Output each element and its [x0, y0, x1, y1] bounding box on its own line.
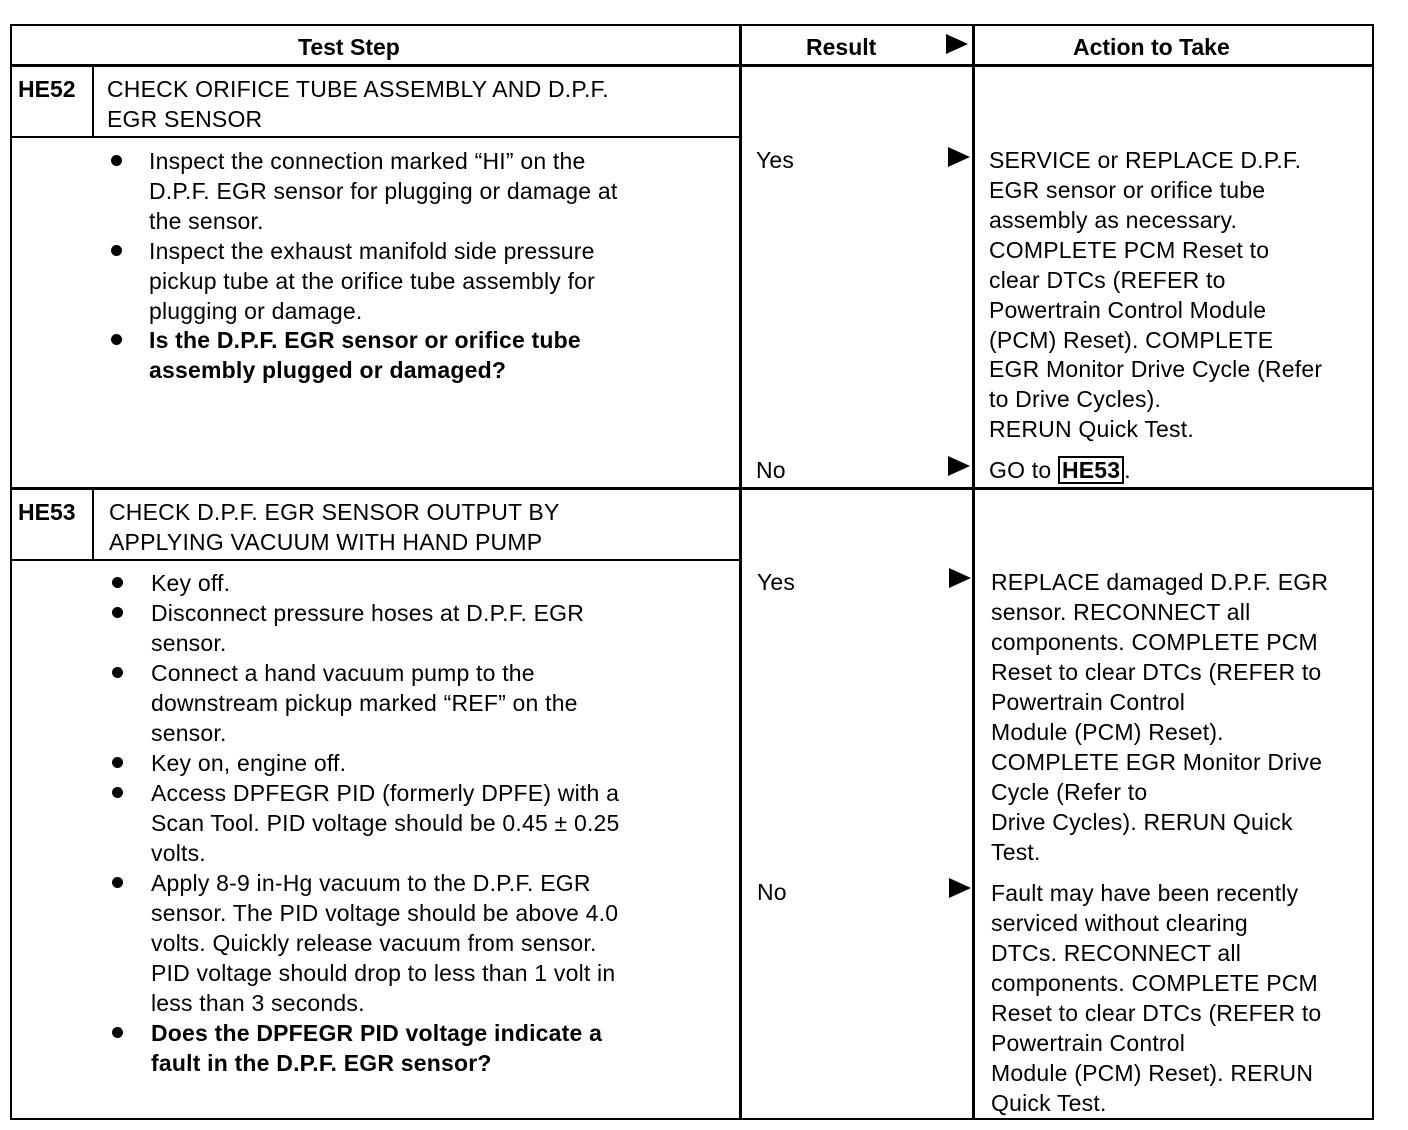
- step-line: Disconnect pressure hoses at D.P.F. EGR: [151, 600, 585, 626]
- step-line: Inspect the connection marked “HI” on the: [149, 148, 586, 174]
- bullet-icon: [112, 1027, 123, 1038]
- step-title-line: EGR SENSOR: [107, 106, 263, 132]
- bullet-icon: [112, 877, 123, 888]
- step-title-rule: [10, 136, 740, 138]
- step-id-divider: [92, 66, 94, 138]
- action-line: clear DTCs (REFER to: [989, 267, 1226, 293]
- action-line: COMPLETE EGR Monitor Drive: [991, 749, 1323, 775]
- action-line: EGR Monitor Drive Cycle (Refer: [989, 356, 1323, 382]
- action-line: RERUN Quick Test.: [989, 416, 1194, 442]
- step-line: Connect a hand vacuum pump to the: [151, 660, 535, 686]
- step-line: Scan Tool. PID voltage should be 0.45 ± 0.25: [151, 810, 620, 836]
- bullet-icon: [111, 245, 122, 256]
- action-line: Reset to clear DTCs (REFER to: [991, 1000, 1322, 1026]
- step-line: sensor.: [151, 630, 227, 656]
- action-line: DTCs. RECONNECT all: [991, 940, 1242, 966]
- step-question-line: fault in the D.P.F. EGR sensor?: [151, 1050, 492, 1076]
- action-line: Powertrain Control Module: [989, 297, 1267, 323]
- header-test-step: Test Step: [298, 34, 400, 60]
- header-action: Action to Take: [1073, 34, 1230, 60]
- action-line: Cycle (Refer to: [991, 779, 1148, 805]
- step-line: D.P.F. EGR sensor for plugging or damage at: [149, 178, 618, 204]
- step-line: sensor. The PID voltage should be above 4.0: [151, 900, 619, 926]
- step-line: volts. Quickly release vacuum from sensor.: [151, 930, 597, 956]
- action-line: Module (PCM) Reset). RERUN: [991, 1060, 1314, 1086]
- action-line: to Drive Cycles).: [989, 386, 1162, 412]
- result-no: No: [756, 457, 786, 483]
- bullet-icon: [111, 155, 122, 166]
- action-line: assembly as necessary.: [989, 207, 1238, 233]
- action-line: Reset to clear DTCs (REFER to: [991, 659, 1322, 685]
- result-arrow-icon: [948, 456, 970, 476]
- result-yes: Yes: [756, 147, 795, 173]
- column-divider: [972, 24, 975, 1120]
- result-yes: Yes: [757, 569, 796, 595]
- column-divider: [739, 24, 742, 1120]
- step-line: downstream pickup marked “REF” on the: [151, 690, 578, 716]
- step-question-line: assembly plugged or damaged?: [149, 357, 507, 383]
- step-line: pickup tube at the orifice tube assembly for: [149, 268, 596, 294]
- result-arrow-icon: [948, 147, 970, 167]
- header-arrow-icon: [946, 34, 968, 54]
- step-line: Key off.: [151, 570, 231, 596]
- step-line: PID voltage should drop to less than 1 volt in: [151, 960, 616, 986]
- bullet-icon: [112, 577, 123, 588]
- result-no: No: [757, 879, 787, 905]
- action-line: Quick Test.: [991, 1090, 1107, 1116]
- action-line: Powertrain Control: [991, 1030, 1186, 1056]
- step-title-line: CHECK D.P.F. EGR SENSOR OUTPUT BY: [109, 499, 560, 525]
- action-goto: [989, 455, 1131, 485]
- step-line: the sensor.: [149, 208, 264, 234]
- goto-prefix: GO to: [989, 457, 1058, 483]
- bullet-icon: [112, 667, 123, 678]
- bullet-icon: [111, 334, 122, 345]
- step-line: Key on, engine off.: [151, 750, 347, 776]
- header-rule: [10, 64, 1374, 67]
- action-line: EGR sensor or orifice tube: [989, 177, 1266, 203]
- step-line: Apply 8-9 in-Hg vacuum to the D.P.F. EGR: [151, 870, 591, 896]
- step-title-line: APPLYING VACUUM WITH HAND PUMP: [109, 529, 543, 555]
- header-result: Result: [806, 34, 877, 60]
- action-line: components. COMPLETE PCM: [991, 970, 1318, 996]
- step-line: plugging or damage.: [149, 298, 363, 324]
- action-line: SERVICE or REPLACE D.P.F.: [989, 147, 1302, 173]
- step-id-he52: HE52: [18, 76, 76, 102]
- step-title-line: CHECK ORIFICE TUBE ASSEMBLY AND D.P.F.: [107, 76, 609, 102]
- step-question-line: Does the DPFEGR PID voltage indicate a: [151, 1020, 603, 1046]
- step-title-rule: [10, 559, 740, 561]
- result-arrow-icon: [949, 878, 971, 898]
- bullet-icon: [112, 787, 123, 798]
- goto-he53-link[interactable]: HE53: [1058, 456, 1124, 484]
- action-line: (PCM) Reset). COMPLETE: [989, 327, 1274, 353]
- action-line: REPLACE damaged D.P.F. EGR: [991, 569, 1329, 595]
- step-line: less than 3 seconds.: [151, 990, 365, 1016]
- bullet-icon: [112, 757, 123, 768]
- step-id-he53: HE53: [18, 499, 76, 525]
- action-line: Powertrain Control: [991, 689, 1186, 715]
- step-line: volts.: [151, 840, 206, 866]
- result-arrow-icon: [949, 568, 971, 588]
- action-line: serviced without clearing: [991, 910, 1248, 936]
- action-line: COMPLETE PCM Reset to: [989, 237, 1270, 263]
- step-line: sensor.: [151, 720, 227, 746]
- goto-suffix: .: [1124, 457, 1131, 483]
- action-line: components. COMPLETE PCM: [991, 629, 1318, 655]
- action-line: Drive Cycles). RERUN Quick: [991, 809, 1293, 835]
- step-question-line: Is the D.P.F. EGR sensor or orifice tube: [149, 327, 581, 353]
- action-line: Module (PCM) Reset).: [991, 719, 1224, 745]
- step-line: Access DPFEGR PID (formerly DPFE) with a: [151, 780, 620, 806]
- bullet-icon: [112, 607, 123, 618]
- step-line: Inspect the exhaust manifold side pressure: [149, 238, 595, 264]
- action-line: sensor. RECONNECT all: [991, 599, 1251, 625]
- step-id-divider: [92, 489, 94, 561]
- row-separator: [10, 487, 1374, 490]
- action-line: Fault may have been recently: [991, 880, 1299, 906]
- action-line: Test.: [991, 839, 1041, 865]
